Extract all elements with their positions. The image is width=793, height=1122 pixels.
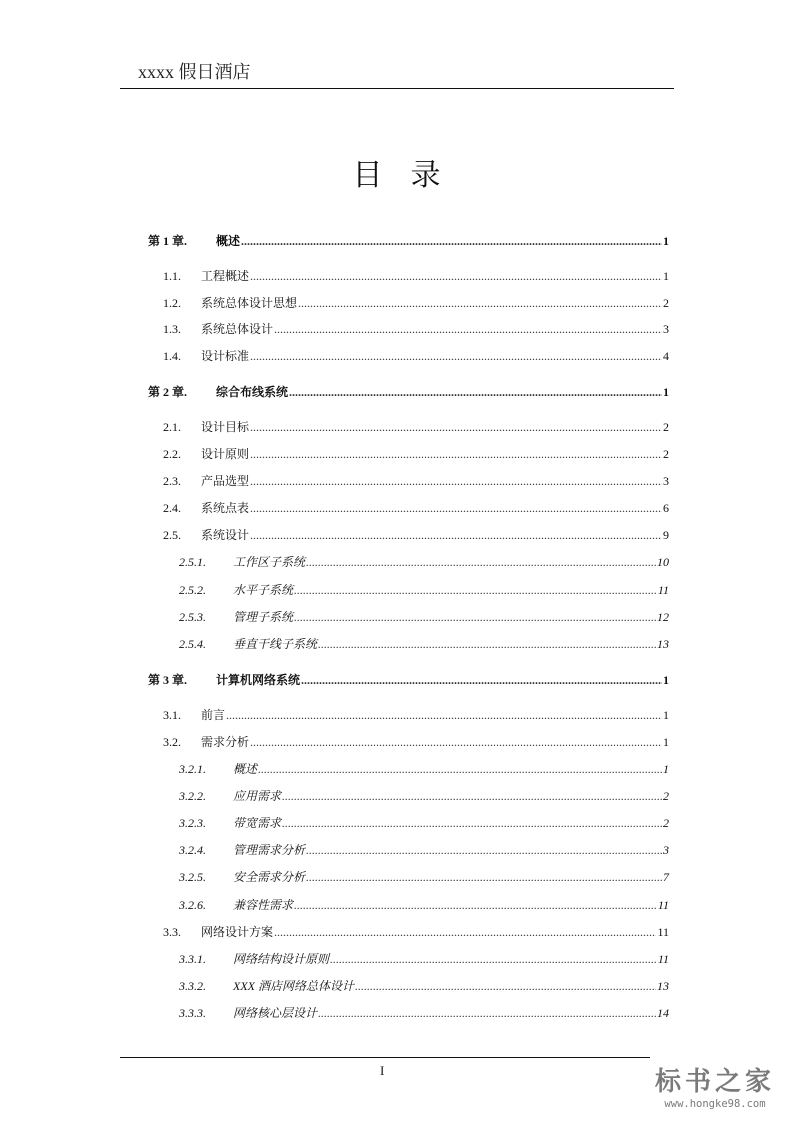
toc-entry-title: 网络核心层设计: [233, 1006, 318, 1020]
toc-entry-title: 系统总体设计: [201, 322, 274, 336]
toc-entry[interactable]: [179, 581, 669, 599]
toc-entry[interactable]: [179, 868, 669, 886]
toc-leader-dots: [241, 234, 662, 249]
toc-entry-page: 4: [663, 349, 669, 363]
toc-entry-page: 9: [663, 528, 669, 542]
toc-entry-page: 2: [663, 447, 669, 461]
page-title: 目录: [352, 158, 469, 193]
toc-entry[interactable]: [179, 814, 669, 832]
toc-leader-dots: [250, 474, 662, 489]
toc-entry[interactable]: [163, 347, 669, 365]
toc-leader-dots: [250, 349, 662, 364]
toc-entry-page: 2: [663, 296, 669, 310]
toc-leader-dots: [258, 762, 662, 777]
toc-entry[interactable]: [163, 472, 669, 490]
toc-entry[interactable]: [179, 553, 669, 571]
toc-entry-number: 3.2.: [163, 735, 181, 749]
toc-entry-page: 6: [663, 501, 669, 515]
toc-entry-title: 工作区子系统: [233, 555, 306, 569]
toc-entry-page: 2: [663, 789, 669, 803]
toc-entry[interactable]: [179, 841, 669, 859]
toc-entry[interactable]: [179, 896, 669, 914]
toc-entry-page: 2: [663, 420, 669, 434]
toc-leader-dots: [289, 385, 662, 400]
toc-entry-number: 3.2.6.: [179, 898, 206, 912]
toc-entry-title: 垂直干线子系统: [233, 637, 318, 651]
toc-entry-number: 2.3.: [163, 474, 181, 488]
toc-entry[interactable]: [179, 608, 669, 626]
toc-entry-page: 1: [663, 269, 669, 283]
toc-leader-dots: [294, 583, 657, 598]
toc-entry-title: 产品选型: [201, 474, 250, 488]
toc-entry-title: 兼容性需求: [233, 898, 294, 912]
toc-leader-dots: [306, 870, 662, 885]
toc-entry[interactable]: [179, 950, 669, 968]
toc-leader-dots: [282, 816, 662, 831]
toc-entry[interactable]: [179, 635, 669, 653]
toc-entry-page: 1: [663, 708, 669, 722]
toc-entry-number: 2.5.2.: [179, 583, 206, 597]
toc-entry-title: 综合布线系统: [216, 385, 289, 399]
toc-entry-number: 1.4.: [163, 349, 181, 363]
toc-entry-page: 1: [663, 762, 669, 776]
toc-leader-dots: [250, 501, 662, 516]
toc-entry-title: 带宽需求: [233, 816, 282, 830]
toc-entry-page: 11: [657, 952, 669, 966]
toc-leader-dots: [355, 979, 656, 994]
toc-entry-page: 1: [663, 735, 669, 749]
toc-entry[interactable]: [179, 977, 669, 995]
toc-entry-page: 1: [663, 673, 669, 687]
toc-entry-number: 3.2.5.: [179, 870, 206, 884]
toc-entry-page: 11: [657, 583, 669, 597]
toc-entry-number: 1.3.: [163, 322, 181, 336]
toc-leader-dots: [301, 673, 662, 688]
watermark-logo: [640, 1067, 790, 1111]
toc-entry-page: 13: [657, 979, 669, 993]
toc-leader-dots: [250, 735, 662, 750]
header-title: xxxx 假日酒店: [138, 62, 251, 82]
toc-leader-dots: [330, 952, 657, 967]
toc-leader-dots: [274, 322, 662, 337]
toc-leader-dots: [294, 610, 656, 625]
watermark-url: www.hongke98.com: [664, 1098, 766, 1110]
toc-leader-dots: [318, 637, 656, 652]
toc-entry[interactable]: [163, 733, 669, 751]
toc-entry-number: 1.2.: [163, 296, 181, 310]
toc-entry-page: 3: [663, 843, 669, 857]
toc-entry-page: 10: [657, 555, 669, 569]
toc-entry-number: 2.2.: [163, 447, 181, 461]
toc-entry-title: 计算机网络系统: [216, 673, 301, 687]
toc-entry-title: 网络结构设计原则: [233, 952, 330, 966]
toc-entry-number: 3.3.2.: [179, 979, 206, 993]
toc-entry-number: 3.3.3.: [179, 1006, 206, 1020]
toc-leader-dots: [250, 528, 662, 543]
toc-entry-title: 水平子系统: [233, 583, 294, 597]
toc-leader-dots: [318, 1006, 656, 1021]
toc-leader-dots: [306, 555, 656, 570]
toc-entry[interactable]: [163, 526, 669, 544]
toc-entry[interactable]: [179, 787, 669, 805]
toc-leader-dots: [298, 296, 662, 311]
toc-entry-number: 1.1.: [163, 269, 181, 283]
toc-entry-page: 3: [663, 322, 669, 336]
toc-entry-page: 11: [657, 898, 669, 912]
toc-entry-title: 概述: [233, 762, 258, 776]
toc-entry-title: 设计目标: [201, 420, 250, 434]
toc-entry-page: 14: [657, 1006, 669, 1020]
toc-entry[interactable]: [148, 383, 669, 401]
toc-entry-title: 工程概述: [201, 269, 250, 283]
toc-entry-title: 安全需求分析: [233, 870, 306, 884]
toc-entry-number: 3.2.3.: [179, 816, 206, 830]
toc-entry-title: 前言: [201, 708, 226, 722]
toc-entry[interactable]: [179, 1004, 669, 1022]
toc-entry-number: 3.2.2.: [179, 789, 206, 803]
toc-entry-page: 11: [657, 925, 669, 939]
toc-entry-number: 3.2.1.: [179, 762, 206, 776]
toc-entry-number: 第 1 章.: [148, 234, 188, 248]
toc-leader-dots: [274, 925, 656, 940]
toc-entry-title: 概述: [216, 234, 241, 248]
toc-entry-title: XXX 酒店网络总体设计: [233, 979, 354, 993]
toc-entry-page: 1: [663, 385, 669, 399]
toc-entry-number: 3.3.: [163, 925, 181, 939]
toc-leader-dots: [250, 447, 662, 462]
toc-entry[interactable]: [163, 706, 669, 724]
footer-divider: [120, 1057, 650, 1058]
toc-leader-dots: [294, 898, 657, 913]
toc-entry-title: 需求分析: [201, 735, 250, 749]
toc-entry-number: 第 2 章.: [148, 385, 188, 399]
toc-entry-number: 第 3 章.: [148, 673, 188, 687]
toc-entry[interactable]: [148, 232, 669, 250]
toc-entry-number: 2.5.3.: [179, 610, 206, 624]
toc-entry[interactable]: [179, 760, 669, 778]
toc-entry[interactable]: [163, 267, 669, 285]
toc-entry-title: 管理子系统: [233, 610, 294, 624]
toc-entry-page: 2: [663, 816, 669, 830]
toc-entry-title: 系统总体设计思想: [201, 296, 298, 310]
toc-entry-title: 系统点表: [201, 501, 250, 515]
toc-entry[interactable]: [163, 418, 669, 436]
toc-entry-title: 系统设计: [201, 528, 250, 542]
toc-entry-page: 13: [657, 637, 669, 651]
watermark-name: 标书之家: [654, 1067, 775, 1097]
toc-entry[interactable]: [163, 499, 669, 517]
toc-leader-dots: [282, 789, 662, 804]
toc-entry-page: 1: [663, 234, 669, 248]
toc-entry-number: 2.5.: [163, 528, 181, 542]
toc-entry-number: 2.5.1.: [179, 555, 206, 569]
toc-entry[interactable]: [163, 320, 669, 338]
toc-entry-number: 3.2.4.: [179, 843, 206, 857]
toc-entry[interactable]: [163, 923, 669, 941]
toc-entry-page: 12: [657, 610, 669, 624]
page-number: I: [380, 1063, 385, 1078]
toc-leader-dots: [250, 269, 662, 284]
toc-entry-number: 3.3.1.: [179, 952, 206, 966]
toc-entry-title: 管理需求分析: [233, 843, 306, 857]
toc-entry-title: 网络设计方案: [201, 925, 274, 939]
toc-leader-dots: [226, 708, 662, 723]
toc-entry-number: 2.1.: [163, 420, 181, 434]
toc-entry[interactable]: [163, 445, 669, 463]
toc-entry-number: 2.5.4.: [179, 637, 206, 651]
toc-entry-page: 3: [663, 474, 669, 488]
toc-entry[interactable]: [148, 671, 669, 689]
toc-entry-page: 7: [663, 870, 669, 884]
toc-entry-title: 应用需求: [233, 789, 282, 803]
toc-leader-dots: [250, 420, 662, 435]
toc-entry-title: 设计标准: [201, 349, 250, 363]
toc-entry-title: 设计原则: [201, 447, 250, 461]
toc-entry-number: 3.1.: [163, 708, 181, 722]
toc-leader-dots: [306, 843, 662, 858]
toc-entry[interactable]: [163, 294, 669, 312]
toc-entry-number: 2.4.: [163, 501, 181, 515]
header-divider: [120, 88, 674, 89]
